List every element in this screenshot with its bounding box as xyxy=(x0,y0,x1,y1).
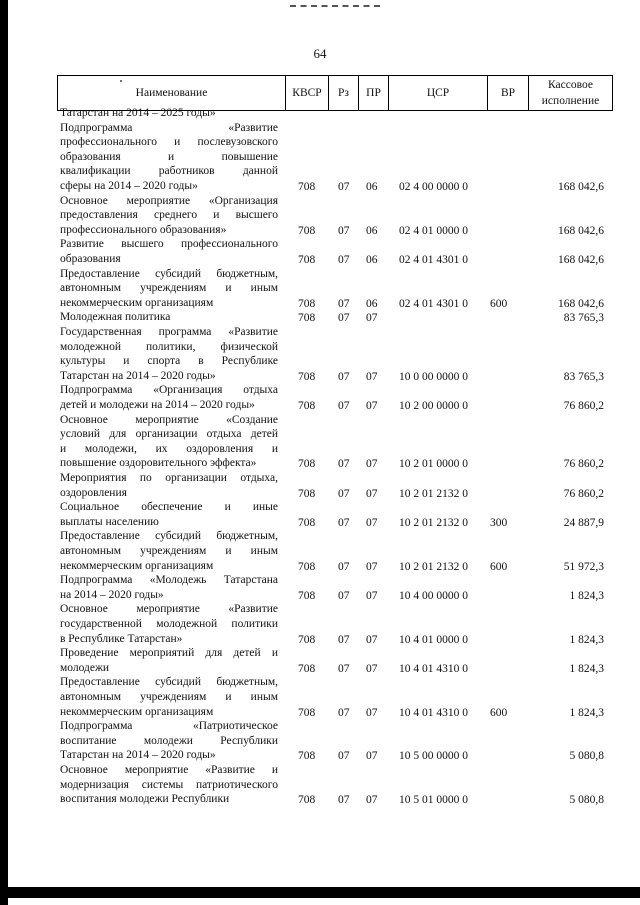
cell-csr: 10 4 01 4310 0 xyxy=(399,662,468,675)
cell-pr: 07 xyxy=(366,794,378,807)
scan-edge-left xyxy=(0,0,8,905)
row-name-line: образования xyxy=(60,253,121,265)
cell-sum: 1 824,3 xyxy=(569,633,604,646)
cell-pr: 07 xyxy=(366,662,378,675)
header-sum-line2: исполнение xyxy=(541,95,600,107)
cell-rz: 07 xyxy=(338,516,350,529)
cell-csr: 10 4 01 4310 0 xyxy=(399,706,468,719)
cell-csr: 10 2 01 2132 0 xyxy=(399,560,468,573)
cell-rz: 07 xyxy=(338,662,350,675)
cell-sum: 1 824,3 xyxy=(569,589,604,602)
header-name: Наименование xyxy=(135,87,208,99)
header-pr: ПР xyxy=(366,87,381,99)
cell-rz: 07 xyxy=(338,297,350,310)
row-name-line: автономным учреждениям и иным xyxy=(60,545,278,557)
cell-kvsr: 708 xyxy=(298,706,316,719)
cell-kvsr: 708 xyxy=(298,794,316,807)
cell-kvsr: 708 xyxy=(298,487,316,500)
cell-sum: 1 824,3 xyxy=(569,662,604,675)
cell-pr: 07 xyxy=(366,560,378,573)
cell-kvsr: 708 xyxy=(298,312,316,325)
scan-mark-top xyxy=(290,5,380,9)
cell-pr: 07 xyxy=(366,458,378,471)
row-name-line: автономным учреждениям и иным xyxy=(60,282,278,295)
row-name-line: предоставления среднего и высшего xyxy=(60,209,278,222)
row-name-line: Проведение мероприятий для детей и xyxy=(60,647,278,660)
cell-csr: 10 0 00 0000 0 xyxy=(399,370,468,383)
cell-csr: 02 4 01 4301 0 xyxy=(399,254,468,266)
row-name-line: сферы на 2014 – 2020 годы» xyxy=(60,180,198,192)
cell-csr: 10 4 00 0000 0 xyxy=(399,589,468,602)
header-vr: ВР xyxy=(500,87,516,99)
page-number: 64 xyxy=(313,46,327,61)
cell-rz: 07 xyxy=(338,706,350,719)
row-name-line: квалификации работников данной xyxy=(60,165,278,178)
cell-rz: 07 xyxy=(338,254,350,266)
row-name-line: культуры и спорта в Республике xyxy=(60,355,278,368)
cell-pr: 07 xyxy=(366,370,378,383)
cell-kvsr: 708 xyxy=(298,662,316,675)
cell-sum: 76 860,2 xyxy=(563,400,604,412)
header-kvsr: КВСР xyxy=(292,87,322,99)
row-name-line: молодежной политики, физической xyxy=(60,340,278,353)
row-name-line: оздоровления xyxy=(60,486,127,499)
row-name-line: некоммерческим организациям xyxy=(60,296,214,309)
cell-kvsr: 708 xyxy=(298,750,316,763)
cell-rz: 07 xyxy=(338,750,350,763)
cell-pr: 07 xyxy=(366,633,378,646)
cell-pr: 07 xyxy=(366,589,378,602)
cell-kvsr: 708 xyxy=(298,400,316,412)
cell-csr: 10 2 01 2132 0 xyxy=(399,487,468,500)
cell-rz: 07 xyxy=(338,487,350,500)
row-name-line: Основное мероприятие «Развитие и xyxy=(60,764,278,776)
row-name-line: Подпрограмма «Развитие xyxy=(60,121,278,134)
cell-sum: 5 080,8 xyxy=(569,750,604,763)
row-name-line: выплаты населению xyxy=(60,515,159,528)
cell-kvsr: 708 xyxy=(298,633,316,646)
cell-vr: 300 xyxy=(490,516,508,529)
cell-vr: 600 xyxy=(490,560,508,573)
cell-kvsr: 708 xyxy=(298,589,316,602)
cell-sum: 168 042,6 xyxy=(558,254,604,266)
row-name-line: в Республике Татарстан» xyxy=(60,632,183,645)
cell-pr: 07 xyxy=(366,400,378,412)
header-sum-line1: Кассовое xyxy=(548,79,593,91)
cell-kvsr: 708 xyxy=(298,181,316,193)
row-name-line: воспитания молодежи Республики xyxy=(60,793,230,806)
row-name-line: Предоставление субсидий бюджетным, xyxy=(60,267,278,280)
row-name-line: Основное мероприятие «Развитие xyxy=(60,603,278,616)
header-rz: Рз xyxy=(338,87,349,99)
cell-rz: 07 xyxy=(338,224,350,237)
row-name-line: Государственная программа «Развитие xyxy=(60,326,278,338)
cell-sum: 168 042,6 xyxy=(558,181,604,193)
cell-rz: 07 xyxy=(338,370,350,383)
cell-pr: 07 xyxy=(366,487,378,500)
cell-csr: 10 4 01 0000 0 xyxy=(399,633,468,646)
cell-csr: 10 5 01 0000 0 xyxy=(399,794,468,807)
row-name-line: некоммерческим организациям xyxy=(60,559,214,572)
row-name-line: Молодежная политика xyxy=(60,311,171,324)
row-name-line: государственной молодежной политики xyxy=(60,618,278,630)
row-name-line: Социальное обеспечение и иные xyxy=(60,501,278,514)
row-name-line: автономным учреждениям и иным xyxy=(60,691,278,703)
cell-kvsr: 708 xyxy=(298,297,316,310)
row-name-line: Развитие высшего профессионального xyxy=(60,238,278,251)
row-name-line: и молодежи, их оздоровления и xyxy=(60,442,278,455)
cell-sum: 83 765,3 xyxy=(563,312,604,325)
cell-sum: 76 860,2 xyxy=(563,487,604,500)
cell-sum: 76 860,2 xyxy=(563,458,604,471)
cell-vr: 600 xyxy=(490,706,508,719)
cell-csr: 10 2 01 2132 0 xyxy=(399,516,468,529)
row-name-line: условий для организации отдыха детей xyxy=(60,428,278,441)
cell-rz: 07 xyxy=(338,458,350,471)
cell-pr: 06 xyxy=(366,224,378,237)
row-name-line: воспитание молодежи Республики xyxy=(60,734,278,747)
cell-vr: 600 xyxy=(490,297,508,310)
cell-pr: 06 xyxy=(366,297,378,310)
cell-rz: 07 xyxy=(338,633,350,646)
cell-kvsr: 708 xyxy=(298,516,316,529)
cell-pr: 07 xyxy=(366,706,378,719)
row-name-line: профессионального и послевузовского xyxy=(60,136,278,149)
cell-sum: 5 080,8 xyxy=(569,794,604,807)
cell-pr: 06 xyxy=(366,254,378,266)
row-name-line: на 2014 – 2020 годы» xyxy=(60,588,164,601)
cell-csr: 02 4 00 0000 0 xyxy=(399,181,468,193)
header-sum xyxy=(529,76,612,110)
cell-csr: 10 2 01 0000 0 xyxy=(399,458,468,471)
row-name-line: Основное мероприятие «Организация xyxy=(60,194,278,207)
cell-sum: 168 042,6 xyxy=(558,224,604,237)
cell-csr: 10 2 00 0000 0 xyxy=(399,400,468,412)
cell-sum: 83 765,3 xyxy=(563,370,604,383)
cell-sum: 168 042,6 xyxy=(558,297,604,310)
cell-kvsr: 708 xyxy=(298,224,316,237)
cell-rz: 07 xyxy=(338,312,350,325)
row-name-line: Мероприятия по организации отдыха, xyxy=(60,472,278,484)
cell-pr: 07 xyxy=(366,312,378,325)
cell-rz: 07 xyxy=(338,400,350,412)
cell-kvsr: 708 xyxy=(298,254,316,266)
cell-sum: 51 972,3 xyxy=(563,560,604,573)
cell-sum: 1 824,3 xyxy=(569,706,604,719)
cell-rz: 07 xyxy=(338,589,350,602)
row-name-line: некоммерческим организациям xyxy=(60,705,214,718)
row-name-line: Подпрограмма «Патриотическое xyxy=(60,720,278,733)
scan-edge-bottom xyxy=(8,887,640,898)
row-name-line: Основное мероприятие «Создание xyxy=(60,413,278,426)
cell-csr: 02 4 01 0000 0 xyxy=(399,224,468,237)
cell-csr: 10 5 00 0000 0 xyxy=(399,750,468,763)
row-name-line: профессионального образования» xyxy=(60,223,227,236)
cell-csr: 02 4 01 4301 0 xyxy=(399,297,468,310)
header-csr: ЦСР xyxy=(426,87,450,99)
cell-pr: 07 xyxy=(366,516,378,529)
row-name-line: Подпрограмма «Молодежь Татарстана xyxy=(60,574,278,587)
cell-kvsr: 708 xyxy=(298,370,316,383)
row-name-line: Подпрограмма «Организация отдыха xyxy=(60,384,278,397)
row-name-line: Татарстан на 2014 – 2020 годы» xyxy=(60,749,216,762)
row-name-line: Татарстан на 2014 – 2020 годы» xyxy=(60,369,216,382)
row-name-line: модернизация системы патриотического xyxy=(60,778,278,791)
row-name-line: Предоставление субсидий бюджетным, xyxy=(60,676,278,689)
row-name-line: детей и молодежи на 2014 – 2020 годы» xyxy=(60,399,255,411)
row-name-line: Татарстан на 2014 – 2025 годы» xyxy=(60,107,216,119)
cell-rz: 07 xyxy=(338,794,350,807)
row-name-line: Предоставление субсидий бюджетным, xyxy=(60,530,278,543)
cell-kvsr: 708 xyxy=(298,458,316,471)
cell-rz: 07 xyxy=(338,181,350,193)
cell-kvsr: 708 xyxy=(298,560,316,573)
cell-sum: 24 887,9 xyxy=(563,516,604,529)
cell-pr: 06 xyxy=(366,181,378,193)
cell-rz: 07 xyxy=(338,560,350,573)
row-name-line: молодежи xyxy=(60,661,110,674)
cell-pr: 07 xyxy=(366,750,378,763)
row-name-line: повышение оздоровительного эффекта» xyxy=(60,457,257,470)
row-name-line: образования и повышение xyxy=(60,150,278,163)
